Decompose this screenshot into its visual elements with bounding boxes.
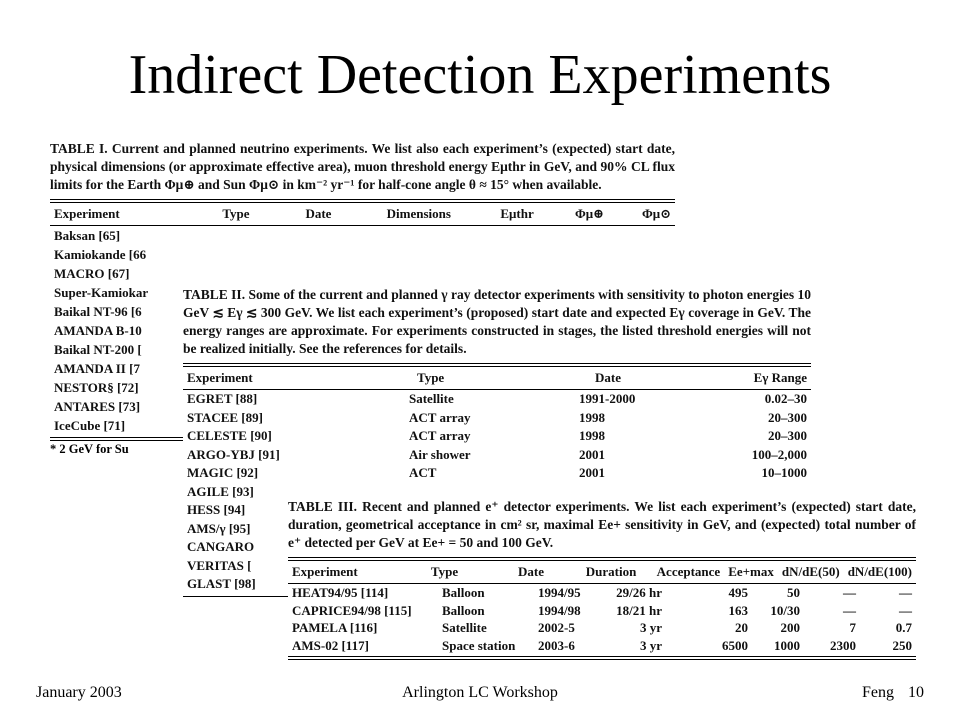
footer-page-number: 10 [908,684,924,701]
table-3-header-dnde-100: dN/dE(100) [847,564,912,579]
table-3-caption: TABLE III. Recent and planned e⁺ detector experiments. We list each experiment’s (expected) start date, duration, geometrical acceptance in cm² sr, maximal Ee+ sensitivity in GeV, and (expected) total number of e⁺ detected per GeV at Ee+ = 50 and 100 GeV. [288,499,916,550]
table-3-panel [288,494,916,660]
table-2-header-experiment: Experiment [187,370,253,385]
table-3-cell: PAMELA [116] [292,620,378,635]
table-1-cell: AMANDA II [7 [54,361,140,376]
table-3-header-type: Type [430,564,459,579]
table-1-cell: Super-Kamiokar [54,285,149,300]
table-3-cell: 3 yr [639,637,662,653]
table-1-cell: AMANDA B-10 [54,323,142,338]
table-row [288,602,916,620]
table-1-cell: Baksan [65] [54,228,121,243]
table-3-cell: 29/26 hr [616,585,662,600]
table-2-cell: 1998 [579,428,605,443]
table-3-header-duration: Duration [585,564,637,579]
table-3-header-date: Date [518,564,545,579]
table-3-header-dnde-50: dN/dE(50) [781,564,840,579]
table-1-header-date: Date [305,206,332,221]
table-1-header-earth-flux: Φμ⊕ [574,206,605,221]
table-3-cell: 250 [892,637,912,653]
table-2-cell: ARGO-YBJ [91] [187,446,280,462]
table-3 [288,561,916,583]
table-3-cell: 2300 [830,637,856,653]
table-2-cell: GLAST [98] [187,576,256,591]
table-1-header-type: Type [222,206,250,221]
table-3-cell: 10/30 [770,602,800,618]
table-2-cell: CANGARO [187,539,255,554]
footer-event: Arlington LC Workshop [402,684,558,701]
footer-author: Feng [862,684,894,701]
table-3-cell: HEAT94/95 [114] [292,585,389,600]
table-3-cell: 1994/95 [538,585,581,600]
table-3-header-acceptance: Acceptance [656,564,721,579]
table-2-cell: 2001 [579,446,605,462]
table-row [50,226,675,245]
table-2-cell: ACT [409,465,437,480]
table-row [50,264,675,283]
table-2-cell: 1998 [579,409,605,425]
table-2-header-range: Eγ Range [753,370,807,385]
table-2-cell: STACEE [89] [187,409,263,425]
table-2-cell: EGRET [88] [187,391,258,406]
table-2-cell: AGILE [93] [187,483,254,499]
table-2-cell: VERITAS [ [187,557,252,573]
table-3-cell: 18/21 hr [616,602,662,618]
table-row [288,584,916,602]
table-row [183,464,811,483]
table-row [183,409,811,428]
table-1-cell: ANTARES [73] [54,399,141,414]
table-1 [50,203,675,225]
table-2-caption: TABLE II. Some of the current and planned γ ray detector experiments with sensitivity to photon energies 10 GeV ≲ Eγ ≲ 300 GeV. We list each experiment’s (proposed) start date and expected Eγ coverage in GeV. The energy ranges are approximate. For experiments constructed in stages, the listed threshold energies will not be realized initially. See the references for details. [183,287,811,356]
table-2-cell: ACT array [409,409,471,425]
table-row [50,245,675,264]
table-3-cell: — [843,602,856,618]
table-2-cell: 20–300 [768,409,807,425]
table-2-cell: 2001 [579,465,605,480]
table-2-cell: CELESTE [90] [187,428,272,443]
table-2 [183,367,811,389]
table-3-cell: 2003-6 [538,637,575,653]
table-3-bottom-rule [288,656,916,660]
table-3-cell: 200 [780,620,800,635]
table-3-cell: 0.7 [895,620,912,635]
table-2-cell: MAGIC [92] [187,465,259,480]
table-2-cell: 100–2,000 [751,446,807,462]
table-2-cell: 1991-2000 [579,391,636,406]
table-row [288,619,916,637]
table-3-cell: Balloon [442,585,485,600]
table-2-header-date: Date [595,370,621,385]
slide-title: Indirect Detection Experiments [128,44,832,106]
table-2-cell: ACT array [409,428,471,443]
table-3-header-max-energy: Ee+max [728,564,774,579]
table-row [183,446,811,465]
table-1-footnote: * 2 GeV for Su [50,442,129,456]
table-1-cell: IceCube [71] [54,418,126,433]
table-2-cell: AMS/γ [95] [187,520,251,536]
table-3-cell: 2002-5 [538,620,575,635]
table-1-cell: MACRO [67] [54,266,130,281]
table-2-cell: Satellite [409,391,454,406]
table-3-cell: 7 [849,620,856,635]
table-3-cell: 1994/98 [538,602,581,618]
table-1-header-dimensions: Dimensions [386,206,451,221]
table-1-header-threshold: Eμthr [500,206,534,221]
table-3-cell: 163 [728,602,748,618]
table-1-caption: TABLE I. Current and planned neutrino experiments. We list also each experiment’s (expected) start date, physical dimensions (or approximate effective area), muon threshold energy Eμthr in GeV, and 90% CL flux limits for the Earth Φμ⊕ and Sun Φμ⊙ in km⁻² yr⁻¹ for half-cone angle θ ≈ 15° when available. [50,141,675,192]
table-3-cell: Balloon [442,602,485,618]
table-3-body [288,584,916,654]
table-row [183,427,811,446]
table-3-cell: 50 [787,585,800,600]
table-3-header-experiment: Experiment [292,564,358,579]
table-2-cell: 0.02–30 [764,391,807,406]
table-1-header-experiment: Experiment [54,206,120,221]
table-2-header-type: Type [417,370,445,385]
footer-date: January 2003 [36,684,122,701]
table-2-cell: 20–300 [768,428,807,443]
table-3-cell: — [899,585,912,600]
table-2-cell: Air shower [409,446,471,462]
table-3-cell: 20 [735,620,748,635]
table-1-cell: Baikal NT-96 [6 [54,304,142,319]
table-3-cell: Space station [442,637,516,653]
table-1-cell: Kamiokande [66 [54,247,147,262]
table-3-cell: AMS-02 [117] [292,637,369,653]
table-1-cell: Baikal NT-200 [ [54,342,142,357]
table-3-cell: 6500 [722,637,748,653]
table-2-cell: 10–1000 [761,465,807,480]
table-1-cell: NESTOR§ [72] [54,380,139,395]
table-3-cell: — [843,585,856,600]
table-3-cell: — [899,602,912,618]
table-3-cell: 1000 [774,637,800,653]
table-2-cell: HESS [94] [187,502,246,517]
table-3-cell: 3 yr [639,620,662,635]
table-1-header-sun-flux: Φμ⊙ [641,206,671,221]
table-3-cell: 495 [728,585,748,600]
table-3-cell: Satellite [442,620,487,635]
table-row [183,390,811,409]
table-3-cell: CAPRICE94/98 [115] [292,602,412,618]
table-row [288,637,916,655]
